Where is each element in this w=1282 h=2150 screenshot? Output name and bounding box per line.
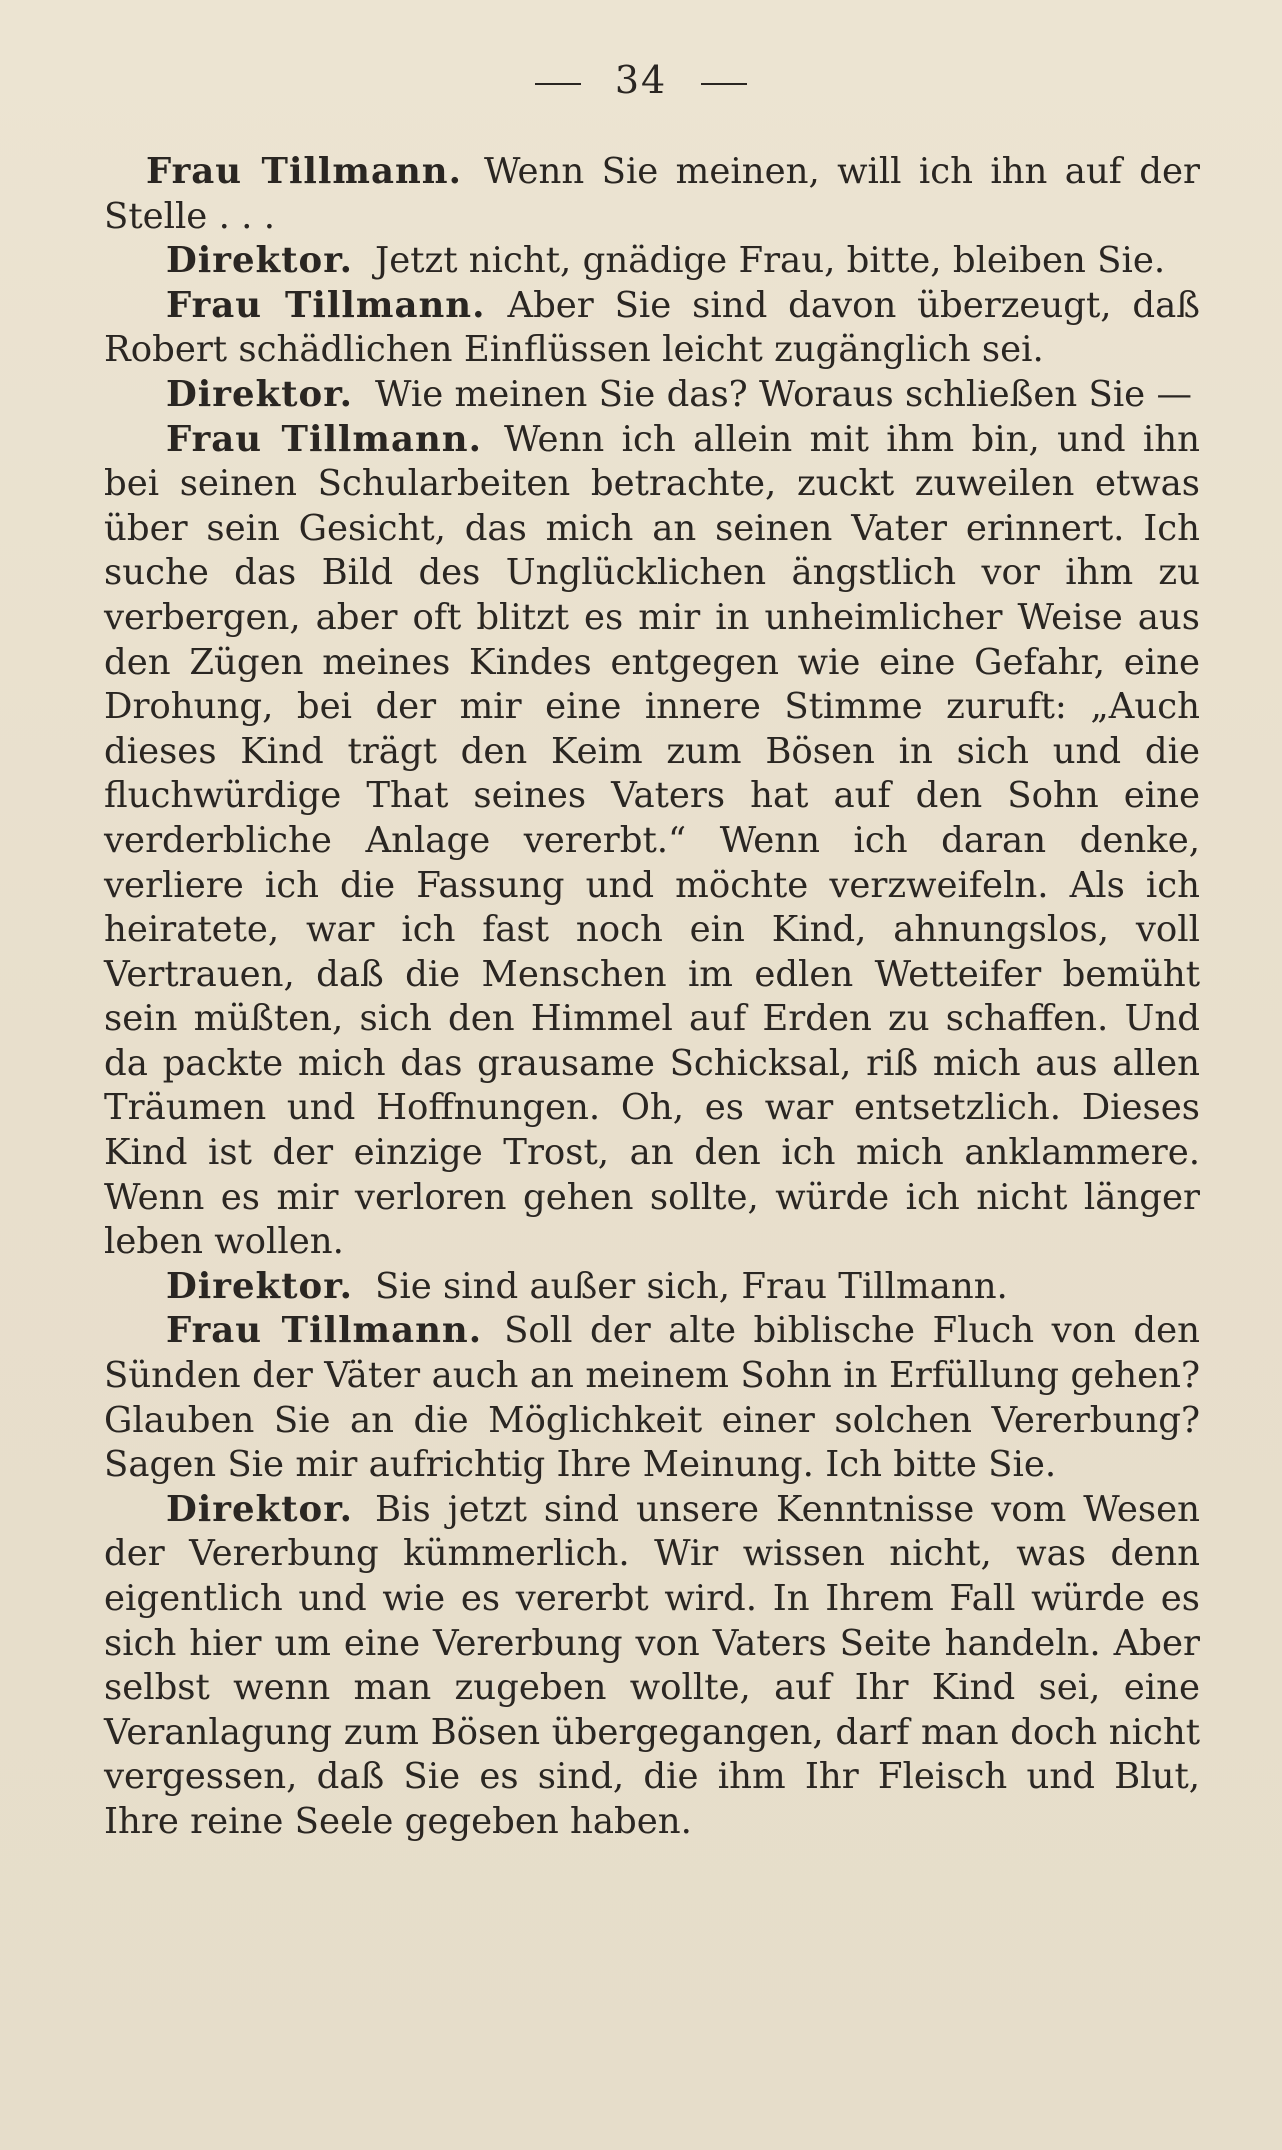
speech-text: Wenn Sie meinen, will ich ihn auf der Stelle . . . (104, 151, 1201, 237)
speaker-name: Frau Tillmann. (166, 284, 486, 326)
speech-text: Bis jetzt sind unsere Kenntnisse vom Wesen der Vererbung kümmerlich. Wir wissen nicht, was denn eigentlich und wie es vererbt wird. In Ihrem Fall würde es sich hier um eine Vererbung von Vaters Seite handeln. Aber selbst wenn man zugeben wollte, auf Ihr Kind sei, eine Veranlagung zum Bösen übergegangen, darf man doch nicht vergessen, daß Sie es sind, die ihm Ihr Fleisch und Blut, Ihre reine Seele gegeben haben. (104, 1488, 1200, 1842)
dialogue-paragraph (104, 1309, 1200, 1487)
speech-text: Jetzt nicht, gnädige Frau, bitte, bleiben Sie. (375, 240, 1166, 282)
dialogue-paragraph (104, 150, 1200, 239)
speech-text: Wie meinen Sie das? Woraus schließen Sie — (375, 373, 1192, 415)
page-header (0, 58, 1282, 102)
header-dash-right (701, 83, 747, 85)
page-number: 34 (614, 58, 668, 102)
speaker-name: Frau Tillmann. (146, 151, 462, 192)
dialogue-paragraph (104, 373, 1200, 418)
dialogue-paragraph (104, 1488, 1200, 1845)
dialogue-text (104, 150, 1200, 1845)
header-dash-left (535, 83, 581, 85)
speech-text: Soll der alte biblische Fluch von den Sünden der Väter auch an meinem Sohn in Erfüllung gehen? Glauben Sie an die Möglichkeit einer solchen Vererbung? Sagen Sie mir aufrichtig Ihre Meinung. Ich bitte Sie. (104, 1310, 1201, 1486)
speaker-name: Direktor. (166, 1265, 354, 1307)
speech-text: Sie sind außer sich, Frau Tillmann. (375, 1265, 1008, 1307)
dialogue-paragraph (104, 1265, 1200, 1310)
speech-text: Wenn ich allein mit ihm bin, und ihn bei seinen Schularbeiten betrachte, zuckt zuweilen etwas über sein Gesicht, das mich an seinen Vater erinnert. Ich suche das Bild des Unglücklichen ängstlich vor ihm zu verbergen, aber oft blitzt es mir in unheimlicher Weise aus den Zügen meines Kindes entgegen wie eine Gefahr, eine Drohung, bei der mir eine innere Stimme zuruft: „Auch dieses Kind trägt den Keim zum Bösen in sich und die fluchwürdige That seines Vaters hat auf den Sohn eine verderbliche Anlage vererbt.“ Wenn ich daran denke, verliere ich die Fassung und möchte verzweifeln. Als ich heiratete, war ich fast noch ein Kind, ahnungslos, voll Vertrauen, daß die Menschen im edlen Wetteifer bemüht sein müßten, sich den Himmel auf Erden zu schaffen. Und da packte mich das grausame Schicksal, riß mich aus allen Träumen und Hoffnungen. Oh, es war entsetzlich. Dieses Kind ist der einzige Trost, an den ich mich anklammere. Wenn es mir verloren gehen sollte, würde ich nicht länger leben wollen. (104, 418, 1200, 1263)
dialogue-paragraph (104, 284, 1200, 373)
speaker-name: Frau Tillmann. (166, 418, 482, 460)
speaker-name: Frau Tillmann. (166, 1310, 483, 1352)
speaker-name: Direktor. (166, 373, 354, 415)
speech-text: Aber Sie sind davon überzeugt, daß Robert schädlichen Einflüssen leicht zugänglich sei. (104, 284, 1201, 371)
dialogue-paragraph (104, 418, 1200, 1265)
speaker-name: Direktor. (166, 1488, 354, 1530)
dialogue-paragraph (104, 239, 1200, 284)
speaker-name: Direktor. (166, 240, 354, 282)
